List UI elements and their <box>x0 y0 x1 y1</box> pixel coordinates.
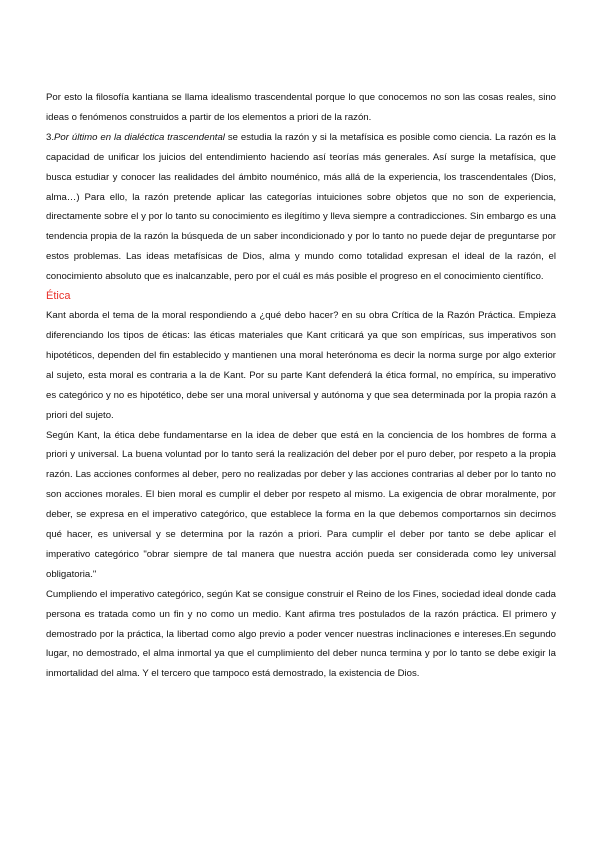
paragraph-deber: Según Kant, la ética debe fundamentarse en la idea de deber que está en la conciencia de los hombres de forma a priori y universal. La buena voluntad por lo tanto será la realización del deber por el puro deber, por respeto a la propia razón. Las acciones conformes al deber, pero no realizadas por deber y las acciones contrarias al deber por lo tanto no son acciones morales. El bien moral es cumplir el deber por respeto al mismo. La exigencia de obrar moralmente, por deber, se expresa en el imperativo categórico, que establece la forma en la que debemos comportarnos sin decirnos qué hacer, es universal y se determina por la razón a priori. Para cumplir el deber por tanto se debe aplicar el imperativo categórico "obrar siempre de tal manera que nuestra acción pueda ser considerada como ley universal obligatoria." <box>46 429 556 580</box>
dialectica-italic: Por último en la dialéctica trascendental <box>54 131 225 143</box>
section-number: 3. <box>46 131 55 143</box>
heading-etica: Ética <box>46 290 71 303</box>
document-page <box>46 88 556 684</box>
paragraph-idealismo: Por esto la filosofía kantiana se llama idealismo trascendental porque lo que conocemos no son las cosas reales, sino ideas o fenómenos construidos a partir de los elementos a priori de la razón. <box>46 92 556 123</box>
dialectica-text: se estudia la razón y si la metafísica es posible como ciencia. La razón es la capacidad de unificar los juicios del entendimiento haciendo así teorías más generales. Así surge la metafísica, que busca estudiar y conocer las realidades del ámbito nouménico, más allá de la experiencia, los trascendentales (Dios, alma…) Para ello, la razón pretende aplicar las categorías intuiciones sobre objetos que no son de experiencia, directamente sobre el y por lo tanto su conocimiento es ilegítimo y lleva siempre a contradicciones. Sin embargo es una tendencia propia de la razón la búsqueda de un saber incondicionado y por lo tanto no puede dejar de preguntarse por estos problemas. Las ideas metafísicas de Dios, alma y mundo como totalidad expresan el ideal de la razón, el conocimiento absoluto que es inalcanzable, pero por el cuál es más posible el progreso en el conocimiento científico. <box>46 131 556 283</box>
paragraph-etica-intro: Kant aborda el tema de la moral respondiendo a ¿qué debo hacer? en su obra Crítica de la Razón Práctica. Empieza diferenciando los tipos de éticas: las éticas materiales que Kant criticará ya que son empíricas, sus imperativos son hipotéticos, dependen del fin establecido y mantienen una moral heterónoma es decir la norma surge por algo exterior al sujeto, esta moral es contraria a la de Kant. Por su parte Kant defenderá la ética formal, no empírica, su imperativo es categórico y no es hipotético, debe ser una moral universal y autónoma y que sea determinada por la propia razón a priori del sujeto. <box>46 310 556 421</box>
paragraph-dialectica <box>46 128 556 287</box>
paragraph-postulados: Cumpliendo el imperativo categórico, según Kat se consigue construir el Reino de los Fines, sociedad ideal donde cada persona es tratada como un fin y no como un medio. Kant afirma tres postulados de la razón práctica. El primero y demostrado por la práctica, la libertad como algo previo a poder vencer nuestras inclinaciones e intereses.En segundo lugar, no demostrado, el alma inmortal ya que el cumplimiento del deber nunca termina y por lo tanto se debe exigir la inmortalidad del alma. Y el tercero que tampoco está demostrado, la existencia de Dios. <box>46 588 556 680</box>
